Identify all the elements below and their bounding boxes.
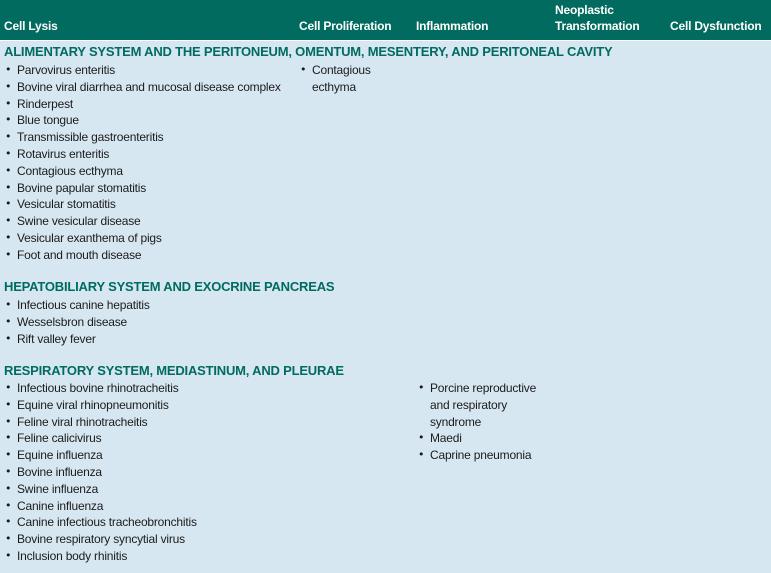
list-item: • Rift valley fever [4, 331, 150, 348]
column-header-neoplastic-line1: Neoplastic [555, 3, 614, 17]
cell-lysis-list-respiratory [4, 380, 197, 565]
list-item: • Foot and mouth disease [4, 247, 281, 264]
list-item: • Rotavirus enteritis [4, 146, 281, 163]
list-item: • Swine vesicular disease [4, 213, 281, 230]
list-item: • Blue tongue [4, 112, 281, 129]
cell-proliferation-list-alimentary [299, 62, 379, 96]
section-title-respiratory: RESPIRATORY SYSTEM, MEDIASTINUM, AND PLEURAE [4, 363, 344, 378]
list-item: • Bovine influenza [4, 464, 197, 481]
list-item: • Maedi [417, 430, 542, 447]
list-item: • Feline calicivirus [4, 430, 197, 447]
section-title-alimentary: ALIMENTARY SYSTEM AND THE PERITONEUM, OMENTUM, MESENTERY, AND PERITONEAL CAVITY [4, 44, 613, 59]
list-item: • Canine infectious tracheobronchitis [4, 514, 197, 531]
inflammation-list-respiratory [417, 380, 542, 464]
list-item: • Equine influenza [4, 447, 197, 464]
list-item: • Infectious canine hepatitis [4, 297, 150, 314]
list-item: • Porcine reproductive and respiratory syndrome [417, 380, 542, 430]
list-item: • Inclusion body rhinitis [4, 548, 197, 565]
list-item: • Bovine viral diarrhea and mucosal disease complex [4, 79, 281, 96]
list-item: • Bovine papular stomatitis [4, 180, 281, 197]
list-item: • Infectious bovine rhinotracheitis [4, 380, 197, 397]
list-item: • Vesicular stomatitis [4, 196, 281, 213]
list-item: • Swine influenza [4, 481, 197, 498]
list-item: • Contagious ecthyma [4, 163, 281, 180]
column-header-neoplastic-transformation [555, 2, 640, 34]
column-header-cell-lysis: Cell Lysis [4, 19, 58, 33]
list-item: • Caprine pneumonia [417, 447, 542, 464]
cell-lysis-list-hepatobiliary [4, 297, 150, 347]
column-header-neoplastic-line2: Transformation [555, 19, 640, 33]
list-item: • Wesselsbron disease [4, 314, 150, 331]
list-item: • Equine viral rhinopneumonitis [4, 397, 197, 414]
list-item: • Contagious ecthyma [299, 62, 379, 96]
list-item: • Parvovirus enteritis [4, 62, 281, 79]
column-header-inflammation: Inflammation [416, 19, 489, 33]
table-header [0, 0, 771, 41]
cell-lysis-list-alimentary [4, 62, 281, 264]
list-item: • Bovine respiratory syncytial virus [4, 531, 197, 548]
list-item: • Vesicular exanthema of pigs [4, 230, 281, 247]
list-item: • Feline viral rhinotracheitis [4, 414, 197, 431]
list-item: • Rinderpest [4, 96, 281, 113]
list-item: • Canine influenza [4, 498, 197, 515]
column-header-cell-proliferation: Cell Proliferation [299, 19, 392, 33]
section-title-hepatobiliary: HEPATOBILIARY SYSTEM AND EXOCRINE PANCREAS [4, 279, 335, 294]
column-header-cell-dysfunction: Cell Dysfunction [670, 19, 762, 33]
list-item: • Transmissible gastroenteritis [4, 129, 281, 146]
